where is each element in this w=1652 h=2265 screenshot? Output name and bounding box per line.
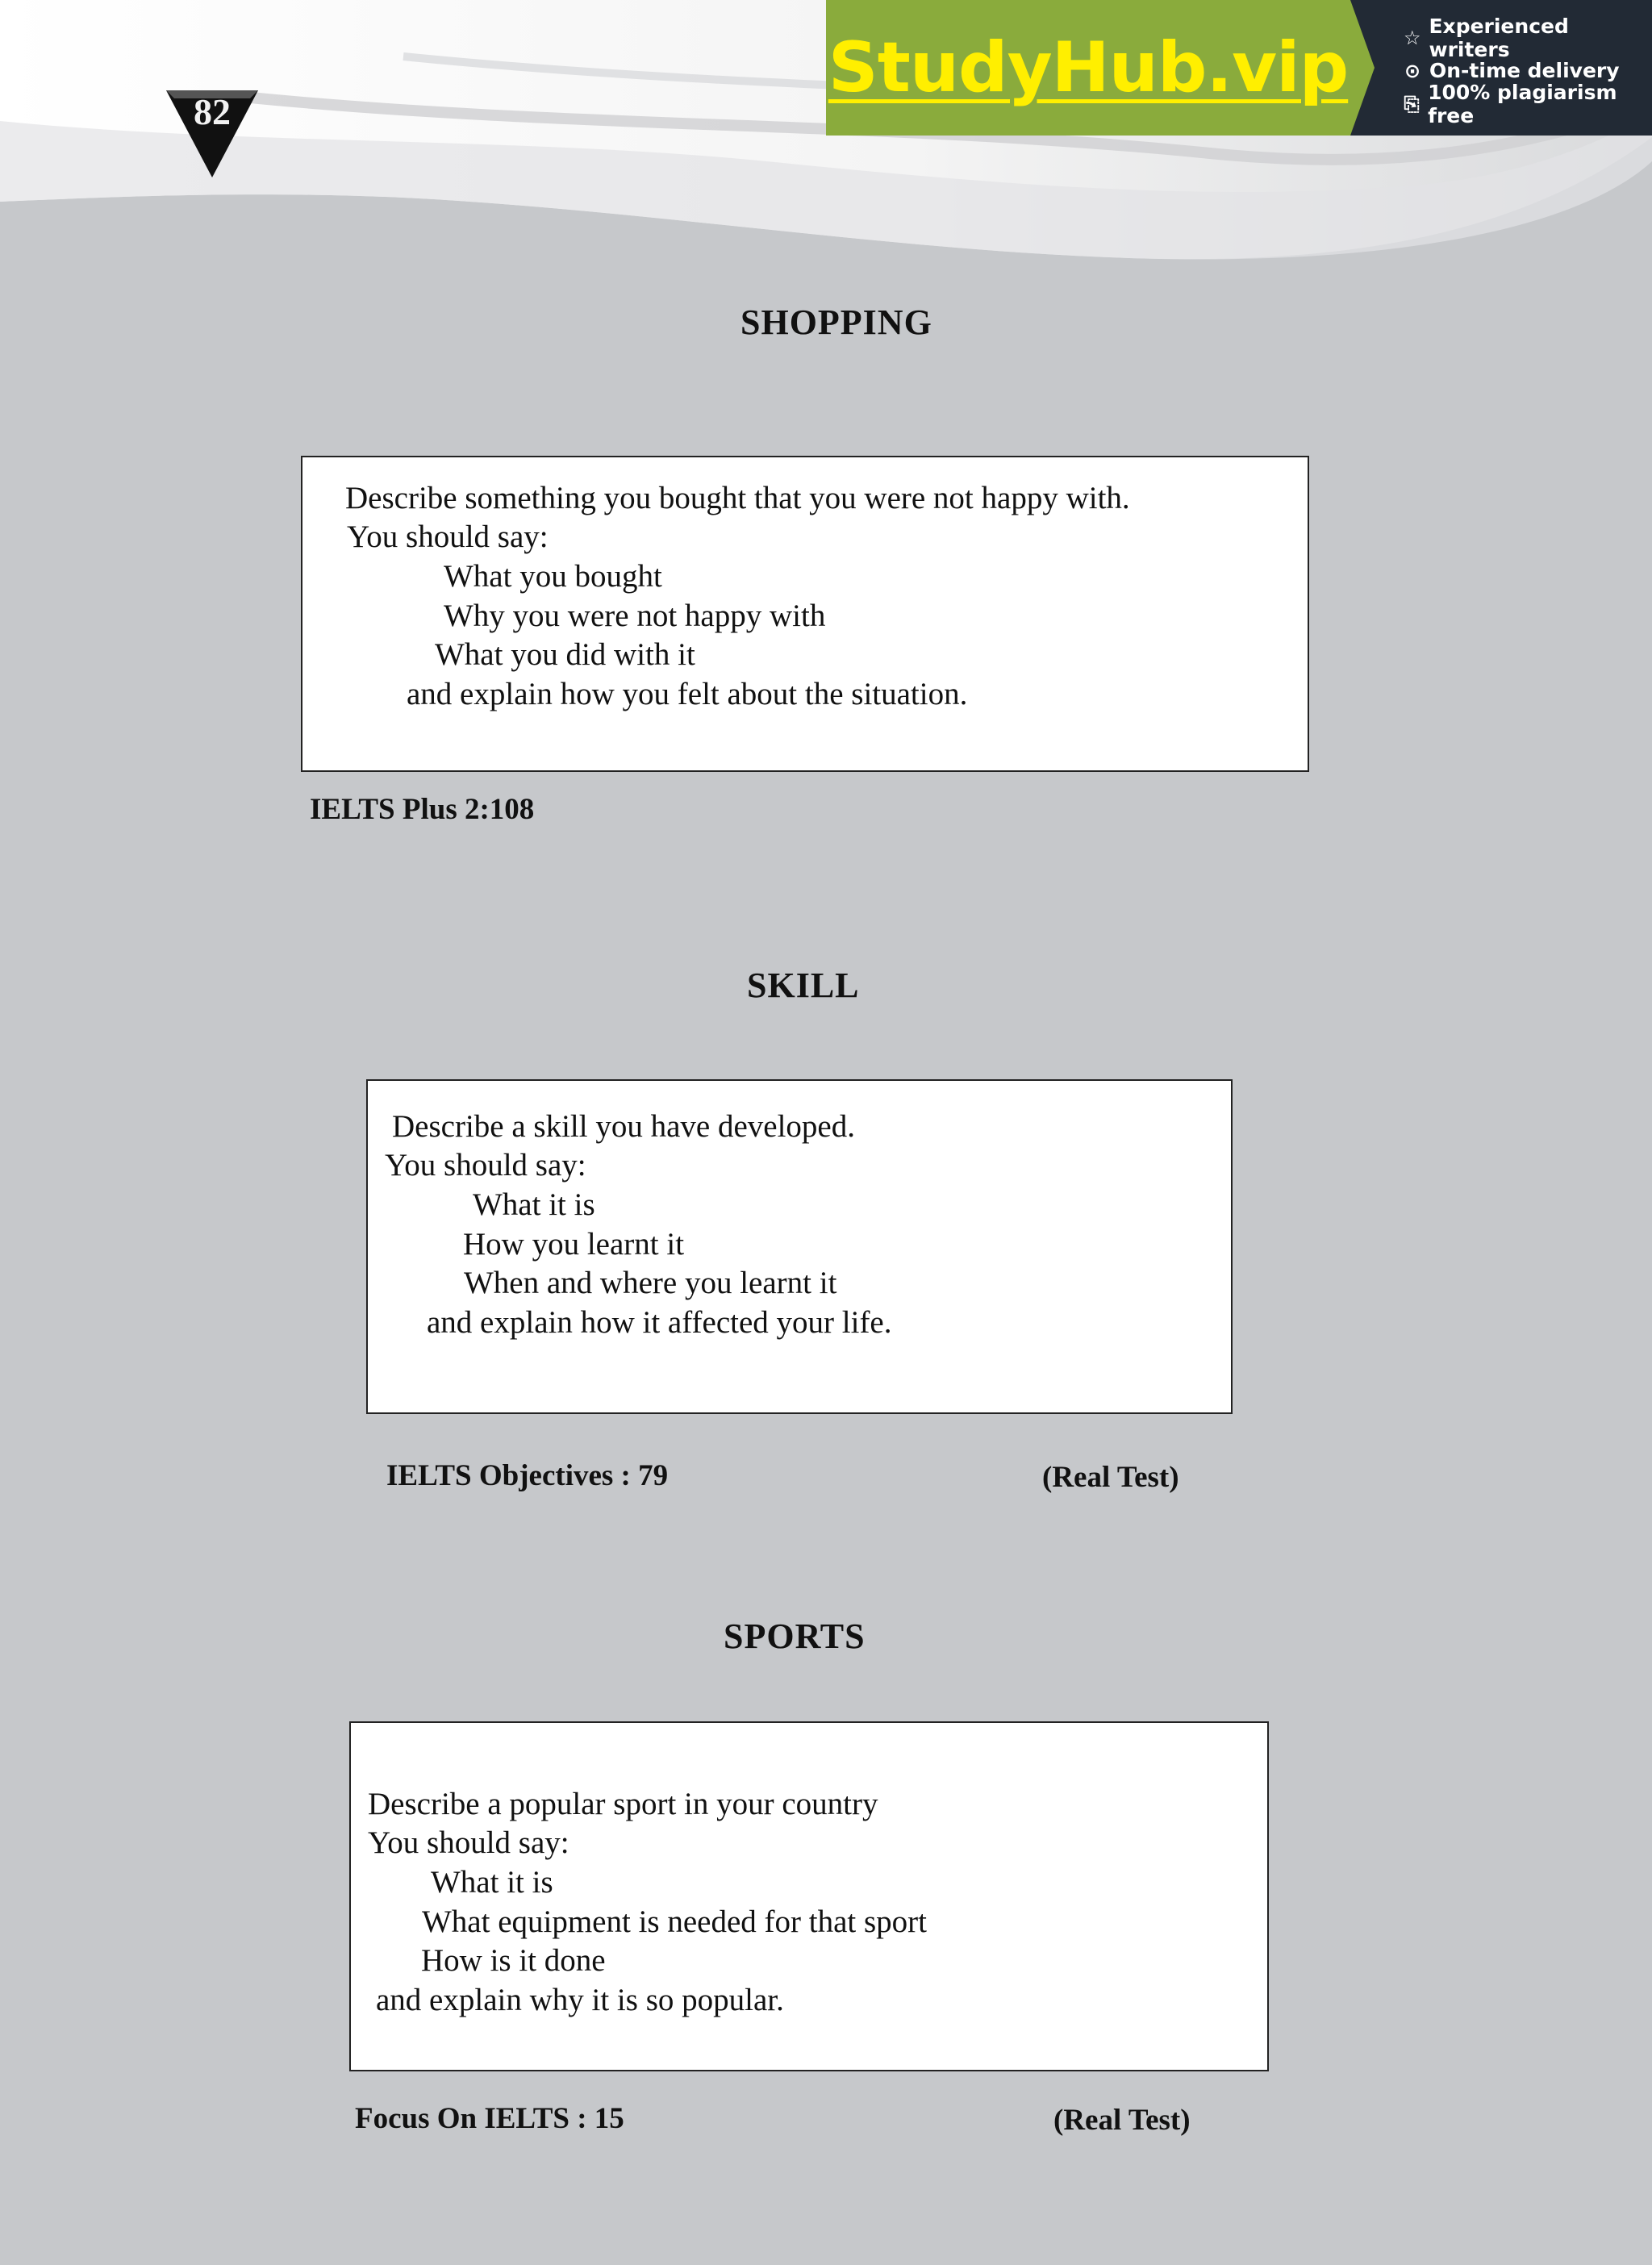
star-icon: ☆ bbox=[1403, 26, 1421, 49]
cue-line: Describe a skill you have developed. bbox=[392, 1109, 855, 1144]
cue-line: Why you were not happy with bbox=[444, 599, 826, 633]
cue-line: What equipment is needed for that sport bbox=[422, 1904, 927, 1939]
section-title-shopping: SHOPPING bbox=[740, 302, 932, 342]
feature-item bbox=[1402, 14, 1652, 61]
brand-logo-text[interactable]: StudyHub.vip bbox=[828, 27, 1349, 108]
cue-line: You should say: bbox=[347, 519, 549, 554]
cue-line: What it is bbox=[473, 1187, 595, 1222]
cue-line: You should say: bbox=[368, 1825, 569, 1860]
source-reference: IELTS Objectives : 79 bbox=[386, 1459, 669, 1492]
cue-card-shopping bbox=[301, 456, 1309, 772]
cue-card-skill bbox=[366, 1079, 1233, 1414]
cue-line: and explain how it affected your life. bbox=[427, 1305, 892, 1340]
cue-line: What you bought bbox=[444, 559, 662, 594]
feature-text: 100% plagiarism free bbox=[1428, 80, 1617, 127]
cue-line: How is it done bbox=[421, 1943, 606, 1978]
cue-line: What it is bbox=[431, 1865, 553, 1900]
section-title-sports: SPORTS bbox=[724, 1616, 866, 1656]
feature-item bbox=[1402, 80, 1652, 127]
cue-line: Describe a popular sport in your country bbox=[368, 1787, 878, 1821]
real-test-note: (Real Test) bbox=[1042, 1461, 1179, 1494]
features-panel bbox=[1350, 0, 1652, 136]
feature-text: Experienced writers bbox=[1429, 14, 1569, 61]
cue-line: How you learnt it bbox=[463, 1227, 685, 1262]
section-title-skill: SKILL bbox=[747, 966, 860, 1005]
page-number-badge bbox=[160, 84, 265, 181]
cue-line: Describe something you bought that you were not happy with. bbox=[345, 481, 1130, 515]
cue-card-sports bbox=[349, 1721, 1269, 2071]
brand-panel[interactable] bbox=[826, 0, 1350, 136]
cue-line: and explain why it is so popular. bbox=[376, 1983, 784, 2017]
cue-line: and explain how you felt about the situation. bbox=[407, 677, 968, 711]
copy-icon: ⎘ bbox=[1404, 92, 1420, 115]
studyhub-banner[interactable] bbox=[826, 0, 1652, 136]
clock-icon: ⊙ bbox=[1404, 59, 1421, 82]
real-test-note: (Real Test) bbox=[1053, 2104, 1191, 2137]
page-number: 82 bbox=[194, 91, 231, 132]
cue-line: What you did with it bbox=[435, 637, 695, 672]
cue-line: When and where you learnt it bbox=[464, 1266, 837, 1300]
source-reference: IELTS Plus 2:108 bbox=[310, 793, 535, 826]
source-reference: Focus On IELTS : 15 bbox=[355, 2102, 624, 2135]
feature-text: On-time delivery bbox=[1429, 59, 1620, 82]
cue-line: You should say: bbox=[385, 1148, 586, 1183]
